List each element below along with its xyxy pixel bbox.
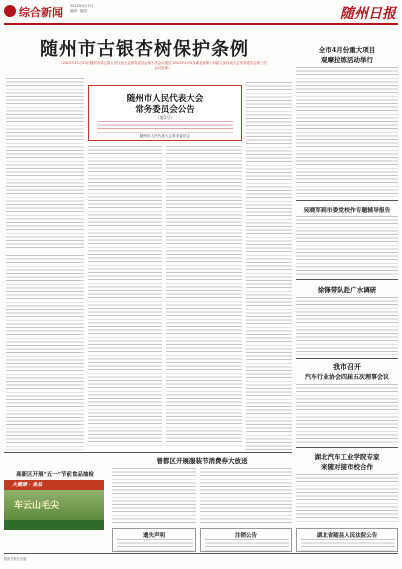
right-headline-1a: 全市4月份重大项目 (318, 46, 376, 54)
notice-box-court (296, 528, 398, 552)
page-headline: 随州市古银杏树保护条例 (40, 39, 249, 60)
header-meta (70, 4, 220, 14)
notice-box-lost (112, 528, 196, 552)
announcement-number: （第1号） (155, 115, 175, 120)
divider (4, 452, 292, 453)
article-column-1b (6, 255, 84, 450)
advertisement (4, 480, 104, 530)
divider (296, 279, 398, 280)
headline-subline: （2022年11月23日随州市第五届人民代表大会常务委员会第十次会议通过 2023年1月5日湖北省第十四届人民代表大会常务委员会第三次会议批准） (59, 61, 267, 70)
article-column-4 (246, 82, 292, 450)
announcement-box (88, 85, 242, 141)
bottom-mid-headline: 曾都区开展服装节消费券大放送 (156, 457, 248, 465)
divider (296, 200, 398, 201)
right-headline-2: 吴晓军到市委党校作专题辅导报告 (303, 208, 391, 214)
right-article-2 (296, 216, 398, 276)
header-date: 2023年4月1日 (70, 4, 94, 8)
section-logo-icon (4, 5, 16, 17)
notice-box-lost-title: 遗失声明 (142, 533, 165, 539)
bottom-article-1 (112, 468, 196, 524)
right-article-1 (296, 67, 398, 197)
right-article-5 (296, 474, 398, 524)
ad-banner: 大健康 · 食品 (4, 480, 104, 490)
ad-image: 车云山毛尖 (4, 490, 104, 520)
announcement-title-1: 随州市人民代表大会 (126, 94, 204, 104)
right-article-4 (296, 384, 398, 444)
section-title: 综合新闻 (19, 6, 63, 19)
right-headline-4a: 我市召开 (333, 362, 361, 371)
right-article-3 (296, 297, 398, 355)
notice-box-court-body (301, 539, 395, 551)
notice-box-cancel-title: 注销公告 (234, 533, 257, 539)
masthead (4, 3, 398, 25)
article-column-1 (6, 78, 84, 250)
footer: 随州日报社出版 (4, 557, 27, 561)
right-headline-5b: 来随对接市校合作 (321, 463, 373, 471)
right-headline-4b: 汽车行业协会四届五次理事会议 (304, 374, 389, 381)
divider (296, 358, 398, 359)
ad-footer (4, 520, 104, 530)
right-headline-3: 徐锋带队赴广水调研 (317, 286, 377, 294)
notice-box-cancel (200, 528, 292, 552)
article-column-3 (166, 146, 242, 446)
paper-name: 随州日报 (340, 6, 396, 22)
announcement-issuer: 随州市人民代表大会常务委员会 (139, 134, 191, 138)
announcement-body (97, 121, 233, 133)
notice-box-cancel-body (205, 539, 289, 551)
header-editors: 编辑 · 版面 (70, 9, 87, 13)
notice-box-lost-body (117, 539, 193, 551)
right-headline-5a: 湖北汽车工业学院专家 (314, 453, 380, 461)
notice-box-court-title: 湖北省随县人民法院公告 (316, 533, 378, 539)
bottom-article-2 (200, 468, 292, 524)
divider (296, 447, 398, 448)
right-headline-1b: 观摩拉练活动举行 (321, 56, 373, 64)
article-column-2 (88, 146, 162, 446)
footer-rule (4, 553, 398, 554)
bottom-left-headline: 高新区开展“五一”节前食品抽检 (16, 472, 94, 478)
announcement-title-2: 常务委员会公告 (135, 105, 195, 115)
